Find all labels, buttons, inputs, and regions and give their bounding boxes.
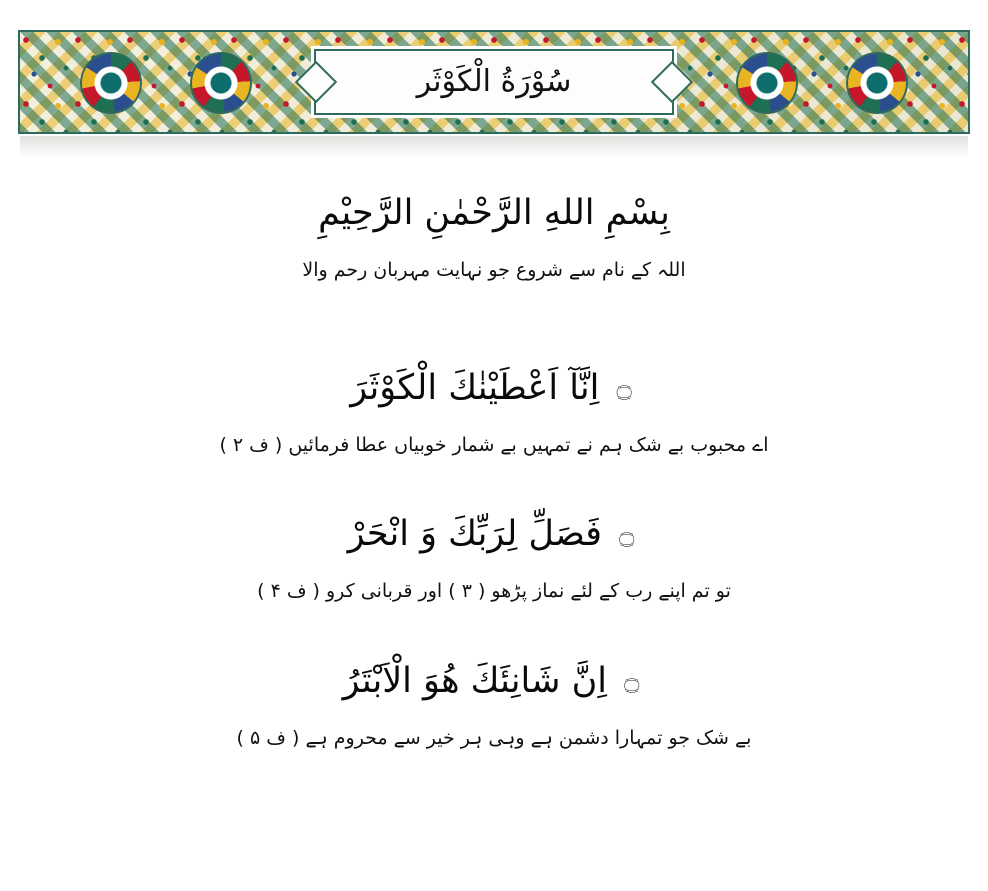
- surah-title: سُوْرَةُ الْكَوْثَر: [416, 64, 572, 99]
- verse-urdu-1: اے محبوب بے شک ہم نے تمہیں بے شمار خوبیاں عطا فرمائیں ( ف ۲ ): [219, 433, 769, 456]
- ayah-marker-1: ۝: [616, 373, 632, 404]
- ayah-marker-3: ۝: [624, 666, 640, 697]
- verse-arabic-1: [0, 361, 988, 415]
- verse-block-3: [0, 654, 988, 755]
- surah-body: [0, 186, 988, 754]
- surah-title-cartouche: [314, 49, 674, 115]
- verse-urdu-3: بے شک جو تمہارا دشمن ہے وہی ہر خیر سے محروم ہے ( ف ۵ ): [236, 726, 752, 749]
- illuminated-header-band: [18, 30, 970, 134]
- surah-page: [0, 30, 988, 891]
- verse-block-2: [0, 507, 988, 608]
- rosette-ornament-far-right: [736, 52, 798, 114]
- verse-arabic-text-2: فَصَلِّ لِرَبِّكَ وَ انْحَرْ: [347, 514, 603, 555]
- ayah-marker-2: ۝: [619, 519, 635, 550]
- verse-block-1: [0, 361, 988, 462]
- verse-arabic-3: [0, 654, 988, 708]
- rosette-ornament-right: [846, 52, 908, 114]
- basmala-arabic: بِسْمِ اللهِ الرَّحْمٰنِ الرَّحِيْمِ: [318, 193, 670, 233]
- verse-arabic-2: [0, 507, 988, 561]
- verse-arabic-text-1: اِنَّآ اَعْطَيْنٰكَ الْكَوْثَرَ: [350, 367, 600, 408]
- verse-urdu-2: تو تم اپنے رب کے لئے نماز پڑھو ( ۳ ) اور قربانی کرو ( ف ۴ ): [257, 580, 731, 603]
- basmala-block: [0, 186, 988, 287]
- rosette-ornament-left: [80, 52, 142, 114]
- rosette-ornament-far-left: [190, 52, 252, 114]
- verse-arabic-text-3: اِنَّ شَانِئَكَ هُوَ الْاَبْتَرُ: [342, 660, 608, 701]
- basmala-urdu: اللہ کے نام سے شروع جو نہایت مہربان رحم والا: [302, 259, 686, 282]
